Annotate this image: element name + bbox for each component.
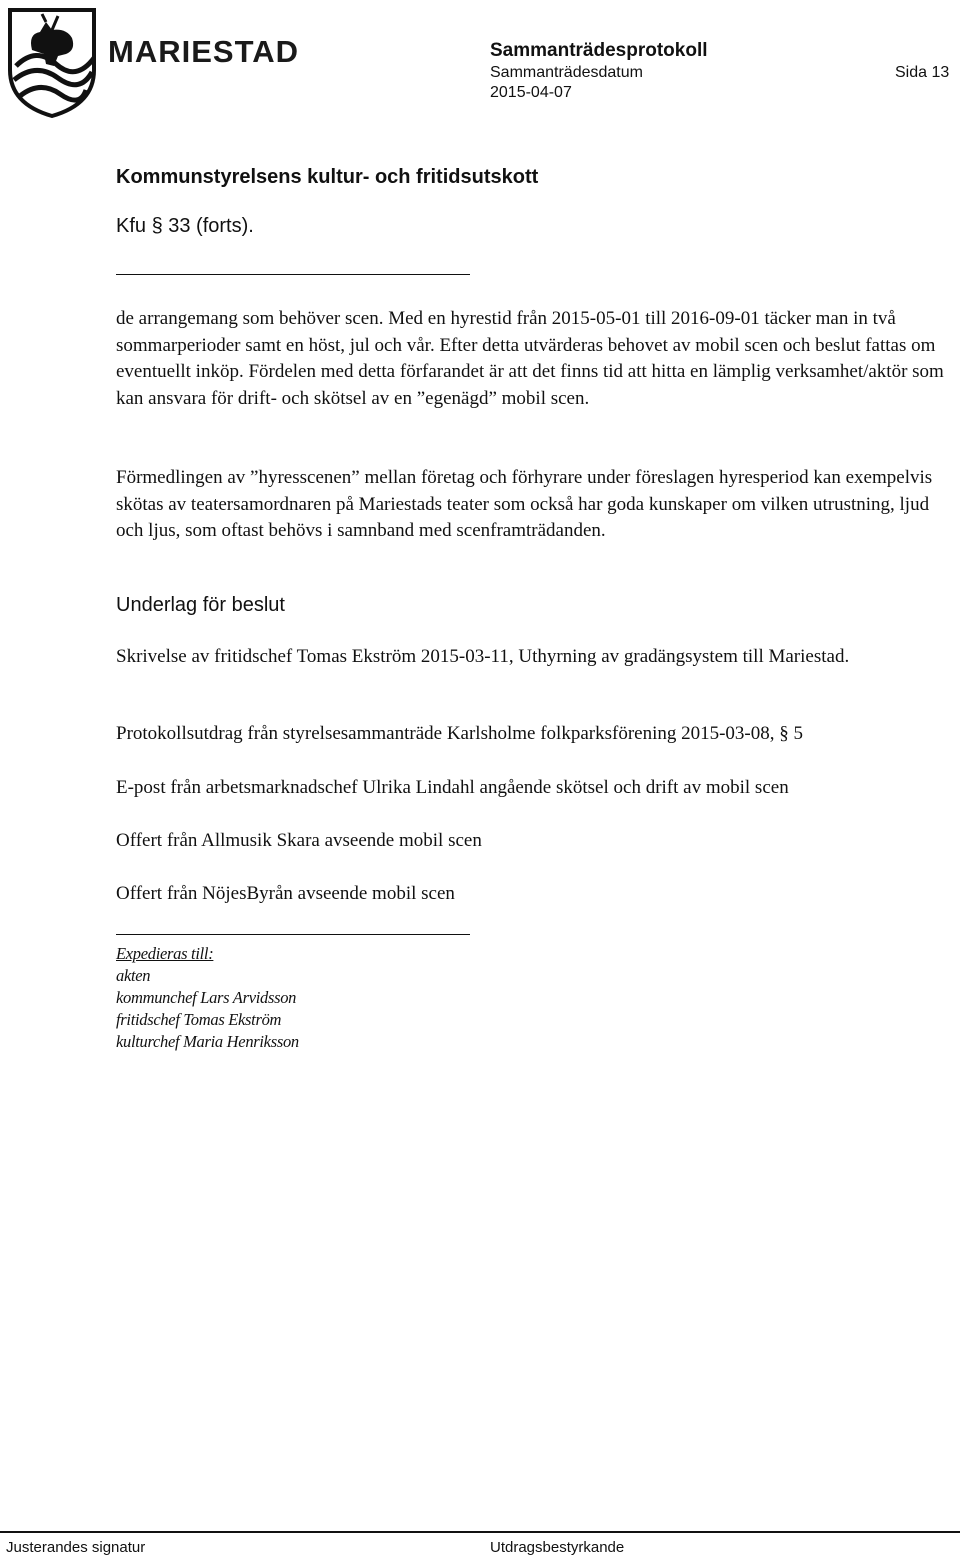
decision-basis-item: Offert från Allmusik Skara avseende mobil scen [116, 830, 482, 851]
distribution-recipient: fritidschef Tomas Ekström [116, 1010, 282, 1029]
document-title: Sammanträdesprotokoll [490, 40, 708, 61]
distribution-heading: Expedieras till: [116, 944, 214, 963]
decision-basis-item: Skrivelse av fritidschef Tomas Ekström 2015-03-11, Uthyrning av gradängsystem till Mariestad. [116, 646, 850, 667]
decision-basis-item: Offert från NöjesByrån avseende mobil scen [116, 883, 455, 904]
body-paragraph: de arrangemang som behöver scen. Med en hyrestid från 2015-05-01 till 2016-09-01 täcker man in två sommarperioder samt en höst, jul och vår. Efter detta utvärderas behovet av mobil scen och beslut fattas om eventuellt inköp. Fördelen med detta förfarandet är att det finns tid att hitta en lämplig verksamhet/aktör som kan ansvara för drift- och skötsel av en ”egenägd” mobil scen. [116, 308, 944, 409]
meeting-date-value: 2015-04-07 [490, 84, 572, 101]
page-number: Sida 13 [895, 64, 950, 81]
decision-basis-item: E-post från arbetsmarknadschef Ulrika Lindahl angående skötsel och drift av mobil scen [116, 777, 789, 798]
separator-line [116, 274, 470, 275]
decision-basis-heading: Underlag för beslut [116, 594, 285, 616]
footer-certification-label: Utdragsbestyrkande [490, 1539, 625, 1556]
separator-line [116, 934, 470, 935]
decision-basis-item: Protokollsutdrag från styrelsesammanträde Karlsholme folkparksförening 2015-03-08, § 5 [116, 723, 804, 744]
mariestad-coat-of-arms-logo [6, 6, 98, 118]
logo-wordmark: MARIESTAD [108, 34, 299, 69]
meeting-date-label: Sammanträdesdatum [490, 64, 643, 81]
distribution-recipient: akten [116, 966, 151, 985]
committee-heading: Kommunstyrelsens kultur- och fritidsutskott [116, 166, 539, 188]
paragraph-reference: Kfu § 33 (forts). [116, 215, 254, 237]
distribution-recipient: kulturchef Maria Henriksson [116, 1032, 299, 1051]
distribution-recipient: kommunchef Lars Arvidsson [116, 988, 297, 1007]
body-paragraph: Förmedlingen av ”hyresscenen” mellan företag och förhyrare under föreslagen hyresperiod kan exempelvis skötas av teatersamordnaren på Mariestads teater som också har goda kunskaper om vilken utrustning, ljud och ljus, som oftast behövs i samnband med scenframträdanden. [116, 467, 933, 541]
footer-signature-label: Justerandes signatur [6, 1539, 146, 1556]
footer-separator [0, 1531, 960, 1533]
